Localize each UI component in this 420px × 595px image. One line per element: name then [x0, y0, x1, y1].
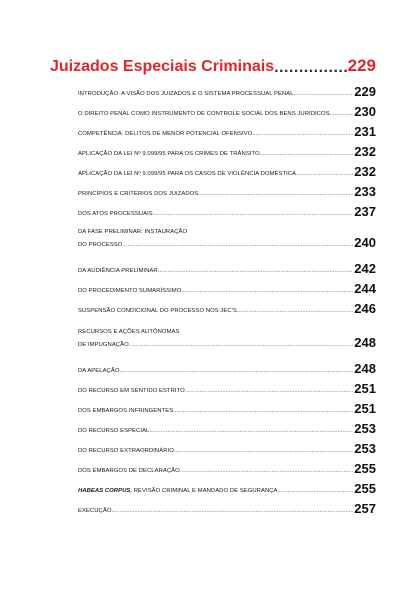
toc-entry[interactable] [78, 375, 376, 395]
toc-entry[interactable] [78, 198, 376, 218]
toc-entry-label: PRINCÍPIOS E CRITÉRIOS DOS JUIZADOS [78, 191, 199, 198]
toc-entry-label: APLICAÇÃO DA LEI Nº 9.099/95 PARA OS CRIMES DE TRÂNSITO [78, 151, 260, 158]
toc-entry-label: DOS EMBARGOS INFRINGENTES [78, 408, 174, 415]
toc-entry[interactable] [78, 178, 376, 198]
toc-entry-page: 251 [354, 401, 376, 416]
toc-entry-page: 244 [354, 281, 376, 296]
leader-dots [274, 60, 347, 76]
toc-entry-page: 246 [354, 301, 376, 316]
toc-entry[interactable] [78, 138, 376, 158]
toc-entry-page: 240 [354, 235, 376, 250]
toc-entry-label: RECURSOS E AÇÕES AUTÔNOMAS [78, 329, 180, 336]
toc-entry-label: INTRODUÇÃO: A VISÃO DOS JUIZADOS E O SISTEMA PROCESSUAL PENAL [78, 91, 294, 98]
toc-entry-page: 257 [354, 501, 376, 516]
chapter-page-number: 229 [347, 56, 376, 75]
leader-dots [111, 509, 353, 515]
toc-entry[interactable] [78, 495, 376, 515]
toc-entry-page: 242 [354, 261, 376, 276]
toc-entry-label: EXECUÇÃO [78, 508, 112, 515]
toc-entry-page: 255 [354, 461, 376, 476]
toc-entry-page: 253 [354, 441, 376, 456]
toc-entry-label-rest: REVISÃO CRIMINAL E MANDADO DE SEGURANÇA [132, 488, 278, 495]
toc-entry[interactable] [78, 118, 376, 138]
toc-entry-label: DA FASE PRELIMINAR: INSTAURAÇÃO [78, 229, 188, 236]
toc-entry-label: O DIREITO PENAL COMO INSTRUMENTO DE CONTROLE SOCIAL DOS BENS JURÍDICOS [78, 111, 330, 118]
toc-entry-page: 251 [354, 381, 376, 396]
toc-entry-page: 248 [354, 335, 376, 350]
toc-entry-page: 229 [354, 84, 376, 99]
toc-entry-page: 232 [354, 144, 376, 159]
toc-list [78, 78, 376, 515]
toc-entry-label: DA AUDIÊNCIA PRELIMINAR [78, 268, 158, 275]
toc-entry[interactable] [78, 98, 376, 118]
toc-entry-label-continued: DO PROCESSO [78, 242, 123, 249]
leader-dots [153, 212, 354, 218]
toc-entry-page: 232 [354, 164, 376, 179]
toc-entry-page: 231 [354, 124, 376, 139]
leader-dots [129, 343, 354, 349]
toc-entry-label-continued: DE IMPUGNAÇÃO [78, 342, 129, 349]
toc-entry[interactable] [78, 415, 376, 435]
leader-dots [122, 243, 353, 249]
toc-entry-page: 248 [354, 361, 376, 376]
toc-entry[interactable] [78, 324, 376, 349]
toc-entry-label: DOS ATOS PROCESSUAIS [78, 211, 153, 218]
toc-entry-page: 230 [354, 104, 376, 119]
toc-entry[interactable] [78, 435, 376, 455]
toc-entry-page: 253 [354, 421, 376, 436]
toc-entry-label: DA APELAÇÃO [78, 368, 120, 375]
toc-entry-page: 233 [354, 184, 376, 199]
toc-entry-label: DO PROCEDIMENTO SUMARÍSSIMO [78, 288, 182, 295]
toc-entry[interactable] [78, 275, 376, 295]
toc-entry[interactable] [78, 395, 376, 415]
toc-entry-label: COMPETÊNCIA: DELITOS DE MENOR POTENCIAL OFENSIVO [78, 131, 253, 138]
toc-entry[interactable] [78, 295, 376, 315]
toc-entry[interactable] [78, 78, 376, 98]
toc-entry-label: DOS EMBARGOS DE DECLARAÇÃO [78, 468, 180, 475]
toc-entry[interactable] [78, 355, 376, 375]
chapter-title: Juizados Especiais Criminais [50, 58, 275, 75]
toc-entry[interactable] [78, 158, 376, 178]
chapter-heading [50, 54, 376, 76]
toc-entry-label: SUSPENSÃO CONDICIONAL DO PROCESSO NOS JEC'S. [78, 308, 239, 315]
toc-entry[interactable] [78, 224, 376, 249]
leader-dots [239, 309, 354, 315]
toc-entry-label: DO RECURSO EM SENTIDO ESTRITO [78, 388, 185, 395]
toc-entry[interactable] [78, 475, 376, 495]
toc-entry-page: 255 [354, 481, 376, 496]
toc-entry-label: DO RECURSO ESPECIAL [78, 428, 150, 435]
toc-entry[interactable] [78, 255, 376, 275]
toc-entry-label: APLICAÇÃO DA LEI Nº 9.099/95 PARA OS CASOS DE VIOLÊNCIA DOMÉSTICA [78, 171, 297, 178]
toc-entry-page: 237 [354, 204, 376, 219]
toc-entry-label-italic: HABEAS CORPUS, [78, 488, 133, 495]
toc-entry-label: DO RECURSO EXTRAORDINÁRIO [78, 448, 174, 455]
toc-entry[interactable] [78, 455, 376, 475]
